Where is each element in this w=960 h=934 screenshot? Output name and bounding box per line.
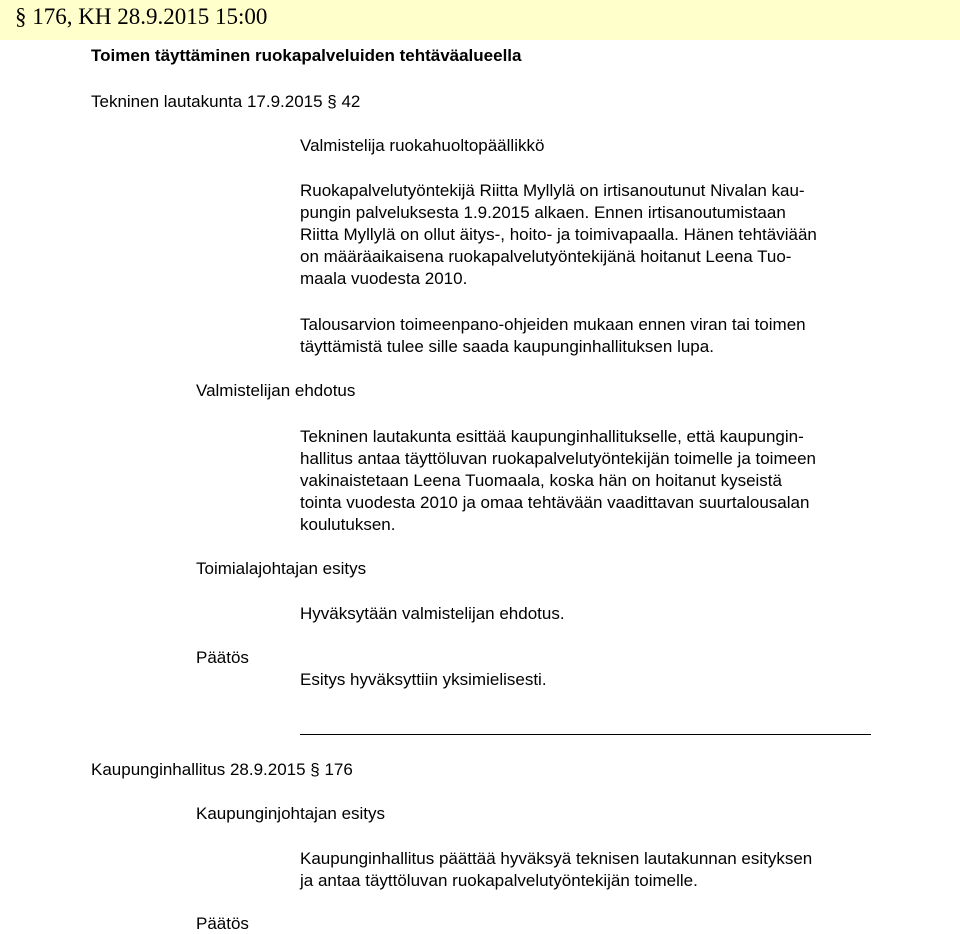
paragraph-line: maala vuodesta 2010.	[300, 269, 468, 288]
proposal-label: Valmistelijan ehdotus	[196, 381, 356, 400]
paragraph-line: Tekninen lautakunta esittää kaupunginhallitukselle, että kaupungin-	[300, 427, 804, 446]
decision-label: Päätös	[196, 648, 249, 667]
paragraph-line: Kaupunginhallitus päättää hyväksyä teknisen lautakunnan esityksen	[300, 849, 813, 868]
decision-text: Esitys hyväksyttiin yksimielisesti.	[300, 670, 547, 689]
preparer-line: Valmistelija ruokahuoltopäällikkö	[300, 136, 545, 155]
proposal-paragraph	[300, 426, 900, 536]
paragraph-line: Riitta Myllylä on ollut äitys-, hoito- ja toimivapaalla. Hänen tehtäviään	[300, 225, 817, 244]
mayor-paragraph	[300, 848, 900, 892]
paragraph-line: vakinaistetaan Leena Tuomaala, koska hän on hoitanut kyseistä	[300, 471, 782, 490]
mayor-label: Kaupunginjohtajan esitys	[196, 804, 386, 823]
director-label: Toimialajohtajan esitys	[196, 559, 367, 578]
section-divider	[300, 734, 871, 735]
director-text: Hyväksytään valmistelijan ehdotus.	[300, 604, 565, 623]
section-header	[0, 0, 960, 40]
background-paragraph	[300, 180, 900, 290]
kh-board-ref: Kaupunginhallitus 28.9.2015 § 176	[91, 760, 353, 779]
paragraph-line: on määräaikaisena ruokapalvelutyöntekijänä hoitanut Leena Tuo-	[300, 247, 792, 266]
document-title: Toimen täyttäminen ruokapalveluiden tehtäväalueella	[91, 46, 522, 65]
tekninen-board-ref: Tekninen lautakunta 17.9.2015 § 42	[91, 92, 361, 111]
paragraph-line: Ruokapalvelutyöntekijä Riitta Myllylä on irtisanoutunut Nivalan kau-	[300, 181, 805, 200]
paragraph-line: tointa vuodesta 2010 ja omaa tehtävään vaadittavan suurtalousalan	[300, 493, 810, 512]
section-title: § 176, KH 28.9.2015 15:00	[15, 4, 268, 29]
kh-decision-label: Päätös	[196, 914, 249, 933]
paragraph-line: hallitus antaa täyttöluvan ruokapalvelutyöntekijän toimelle ja toimeen	[300, 449, 816, 468]
paragraph-line: koulutuksen.	[300, 515, 396, 534]
budget-paragraph	[300, 314, 900, 358]
paragraph-line: pungin palveluksesta 1.9.2015 alkaen. Ennen irtisanoutumistaan	[300, 203, 786, 222]
paragraph-line: täyttämistä tulee sille saada kaupunginhallituksen lupa.	[300, 337, 714, 356]
paragraph-line: Talousarvion toimeenpano-ohjeiden mukaan ennen viran tai toimen	[300, 315, 806, 334]
paragraph-line: ja antaa täyttöluvan ruokapalvelutyöntekijän toimelle.	[300, 871, 698, 890]
